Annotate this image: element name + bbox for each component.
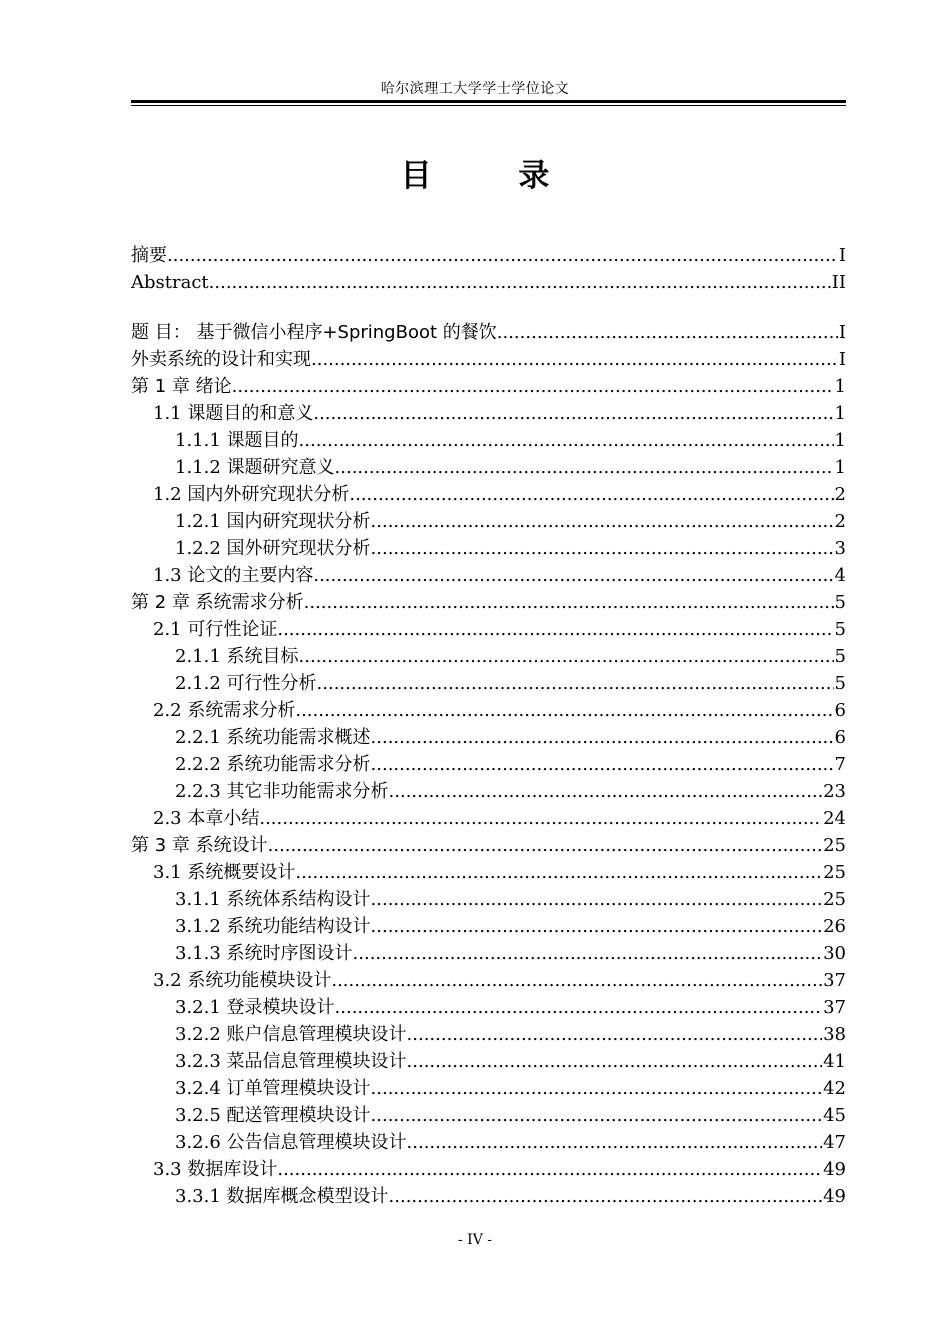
- toc-dot-leader: [407, 1022, 823, 1048]
- toc-entry[interactable]: [131, 455, 846, 481]
- toc-entry-label: 1.1 课题目的和意义: [153, 403, 314, 424]
- toc-dot-leader: [371, 752, 834, 778]
- toc-dot-leader: [371, 725, 834, 751]
- toc-entry-label: 1.2 国内外研究现状分析: [153, 484, 350, 505]
- toc-entry-label: 外卖系统的设计和实现: [131, 349, 311, 370]
- running-header: 哈尔滨理工大学学士学位论文: [380, 81, 570, 97]
- toc-dot-leader: [497, 320, 838, 346]
- toc-entry-label: 摘要: [131, 245, 167, 266]
- toc-dot-leader: [407, 1130, 823, 1156]
- toc-entry-label: Abstract: [131, 272, 209, 293]
- toc-entry[interactable]: [131, 752, 846, 778]
- toc-entry[interactable]: [131, 428, 846, 454]
- toc-entry-page: 47: [823, 1132, 846, 1153]
- toc-entry-label: 1.3 论文的主要内容: [153, 565, 314, 586]
- toc-entry[interactable]: [131, 1157, 846, 1183]
- toc-entry[interactable]: [131, 941, 846, 967]
- toc-entry-page: 5: [834, 592, 846, 613]
- toc-entry-label: 3.2.1 登录模块设计: [175, 997, 335, 1018]
- toc-dot-leader: [277, 617, 833, 643]
- toc-dot-leader: [299, 428, 834, 454]
- toc-entry-page: 38: [823, 1024, 846, 1045]
- toc-entry-label: 2.2.1 系统功能需求概述: [175, 727, 371, 748]
- toc-dot-leader: [232, 374, 834, 400]
- toc-dot-leader: [371, 536, 834, 562]
- toc-entry-label: 1.1.2 课题研究意义: [175, 457, 335, 478]
- toc-entry-page: 5: [834, 646, 846, 667]
- toc-entry-label: 第 1 章 绪论: [131, 376, 232, 397]
- toc-entry-label: 3.1.1 系统体系结构设计: [175, 889, 371, 910]
- toc-entry[interactable]: [131, 1076, 846, 1102]
- toc-entry[interactable]: [131, 509, 846, 535]
- toc-title: 目 录: [400, 158, 588, 194]
- toc-entry[interactable]: [131, 806, 846, 832]
- toc-entry[interactable]: [131, 347, 846, 373]
- toc-entry-label: 3.2.2 账户信息管理模块设计: [175, 1024, 407, 1045]
- toc-entry[interactable]: [131, 671, 846, 697]
- toc-entry-page: 41: [823, 1051, 846, 1072]
- toc-entry-label: 3.2 系统功能模块设计: [153, 970, 332, 991]
- toc-entry[interactable]: [131, 617, 846, 643]
- toc-entry-page: 2: [834, 484, 846, 505]
- toc-entry-page: 49: [823, 1159, 846, 1180]
- toc-entry-page: 5: [834, 619, 846, 640]
- toc-entry-page: 25: [823, 889, 846, 910]
- toc-entry[interactable]: [131, 401, 846, 427]
- toc-entry[interactable]: [131, 860, 846, 886]
- toc-entry-label: 3.1 系统概要设计: [153, 862, 296, 883]
- toc-dot-leader: [268, 833, 822, 859]
- toc-entry[interactable]: [131, 1103, 846, 1129]
- toc-entry-label: 3.1.2 系统功能结构设计: [175, 916, 371, 937]
- toc-entry-page: 1: [834, 430, 846, 451]
- toc-dot-leader: [335, 455, 834, 481]
- header-rule-thin: [131, 105, 846, 106]
- toc-entry-page: 7: [834, 754, 846, 775]
- toc-entry-page: 37: [823, 997, 846, 1018]
- toc-dot-leader: [277, 1157, 822, 1183]
- toc-entry[interactable]: [131, 536, 846, 562]
- toc-dot-leader: [209, 270, 831, 296]
- toc-entry-page: 30: [823, 943, 846, 964]
- toc-entry-page: 4: [834, 565, 846, 586]
- toc-entry-label: 3.3 数据库设计: [153, 1159, 278, 1180]
- toc-dot-leader: [304, 590, 834, 616]
- toc-dot-leader: [371, 509, 834, 535]
- toc-entry[interactable]: [131, 833, 846, 859]
- toc-entry-label: 1.2.2 国外研究现状分析: [175, 538, 371, 559]
- toc-entry-label: 3.1.3 系统时序图设计: [175, 943, 353, 964]
- toc-entry[interactable]: [131, 320, 846, 346]
- toc-entry-page: 6: [834, 700, 846, 721]
- toc-entry-page: 37: [823, 970, 846, 991]
- toc-entry-page: I: [838, 245, 846, 266]
- toc-entry-page: 1: [834, 403, 846, 424]
- toc-entry-label: 3.2.6 公告信息管理模块设计: [175, 1132, 407, 1153]
- toc-entry-page: 25: [823, 862, 846, 883]
- toc-entry-page: II: [831, 272, 846, 293]
- toc-dot-leader: [299, 644, 834, 670]
- toc-entry-page: 3: [834, 538, 846, 559]
- toc-entry-label: 2.1 可行性论证: [153, 619, 278, 640]
- toc-entry[interactable]: [131, 995, 846, 1021]
- toc-entry-label: 第 2 章 系统需求分析: [131, 592, 304, 613]
- toc-entry-page: 45: [823, 1105, 846, 1126]
- toc-entry-label: 2.2.2 系统功能需求分析: [175, 754, 371, 775]
- header-rule-thick: [131, 100, 846, 103]
- toc-entry-label: 3.2.3 菜品信息管理模块设计: [175, 1051, 407, 1072]
- toc-entry[interactable]: [131, 1022, 846, 1048]
- toc-entry[interactable]: [131, 887, 846, 913]
- toc-entry-page: 25: [823, 835, 846, 856]
- toc-entry-page: 6: [834, 727, 846, 748]
- toc-dot-leader: [311, 347, 838, 373]
- toc-entry[interactable]: [131, 243, 846, 269]
- toc-entry-page: 42: [823, 1078, 846, 1099]
- toc-entry-label: 2.2.3 其它非功能需求分析: [175, 781, 389, 802]
- toc-entry-page: 1: [834, 457, 846, 478]
- toc-entry-label: 3.2.4 订单管理模块设计: [175, 1078, 371, 1099]
- toc-entry[interactable]: [131, 1130, 846, 1156]
- toc-dot-leader: [371, 914, 823, 940]
- toc-dot-leader: [349, 482, 833, 508]
- toc-entry[interactable]: [131, 725, 846, 751]
- toc-dot-leader: [295, 698, 833, 724]
- toc-entry[interactable]: [131, 374, 846, 400]
- toc-dot-leader: [389, 1184, 823, 1210]
- toc-entry-label: 2.1.2 可行性分析: [175, 673, 317, 694]
- toc-dot-leader: [313, 401, 833, 427]
- toc-entry[interactable]: [131, 914, 846, 940]
- toc-entry-page: 24: [823, 808, 846, 829]
- toc-dot-leader: [295, 860, 822, 886]
- toc-entry[interactable]: [131, 1049, 846, 1075]
- toc-entry-label: 2.3 本章小结: [153, 808, 260, 829]
- toc-dot-leader: [313, 563, 833, 589]
- toc-entry-label: 1.1.1 课题目的: [175, 430, 299, 451]
- toc-entry[interactable]: [131, 482, 846, 508]
- toc-entry-page: I: [838, 322, 846, 343]
- toc-dot-leader: [335, 995, 823, 1021]
- toc-entry-page: I: [838, 349, 846, 370]
- toc-dot-leader: [167, 243, 838, 269]
- toc-entry-page: 1: [834, 376, 846, 397]
- toc-entry[interactable]: [131, 779, 846, 805]
- toc-entry-label: 第 3 章 系统设计: [131, 835, 268, 856]
- toc-dot-leader: [371, 1076, 823, 1102]
- toc-entry-label: 2.1.1 系统目标: [175, 646, 299, 667]
- toc-entry[interactable]: [131, 1184, 846, 1210]
- toc-entry-label: 3.3.1 数据库概念模型设计: [175, 1186, 389, 1207]
- toc-entry-label: 题 目： 基于微信小程序+SpringBoot 的餐饮: [131, 322, 497, 343]
- toc-entry-label: 2.2 系统需求分析: [153, 700, 296, 721]
- toc-entry[interactable]: [131, 698, 846, 724]
- toc-entry-page: 5: [834, 673, 846, 694]
- toc-dot-leader: [371, 887, 823, 913]
- toc-dot-leader: [317, 671, 834, 697]
- toc-dot-leader: [389, 779, 823, 805]
- toc-entry[interactable]: [131, 968, 846, 994]
- toc-entry[interactable]: [131, 644, 846, 670]
- toc-dot-leader: [371, 1103, 823, 1129]
- toc-dot-leader: [353, 941, 823, 967]
- toc-entry-page: 23: [823, 781, 846, 802]
- toc-entry-page: 2: [834, 511, 846, 532]
- toc-dot-leader: [259, 806, 822, 832]
- toc-entry[interactable]: [131, 590, 846, 616]
- page-number: - IV -: [457, 1232, 492, 1248]
- toc-entry[interactable]: [131, 563, 846, 589]
- toc-entry-label: 1.2.1 国内研究现状分析: [175, 511, 371, 532]
- toc-dot-leader: [331, 968, 822, 994]
- toc-entry-page: 49: [823, 1186, 846, 1207]
- toc-dot-leader: [407, 1049, 823, 1075]
- toc-entry-page: 26: [823, 916, 846, 937]
- toc-entry[interactable]: [131, 270, 846, 296]
- toc-entry-label: 3.2.5 配送管理模块设计: [175, 1105, 371, 1126]
